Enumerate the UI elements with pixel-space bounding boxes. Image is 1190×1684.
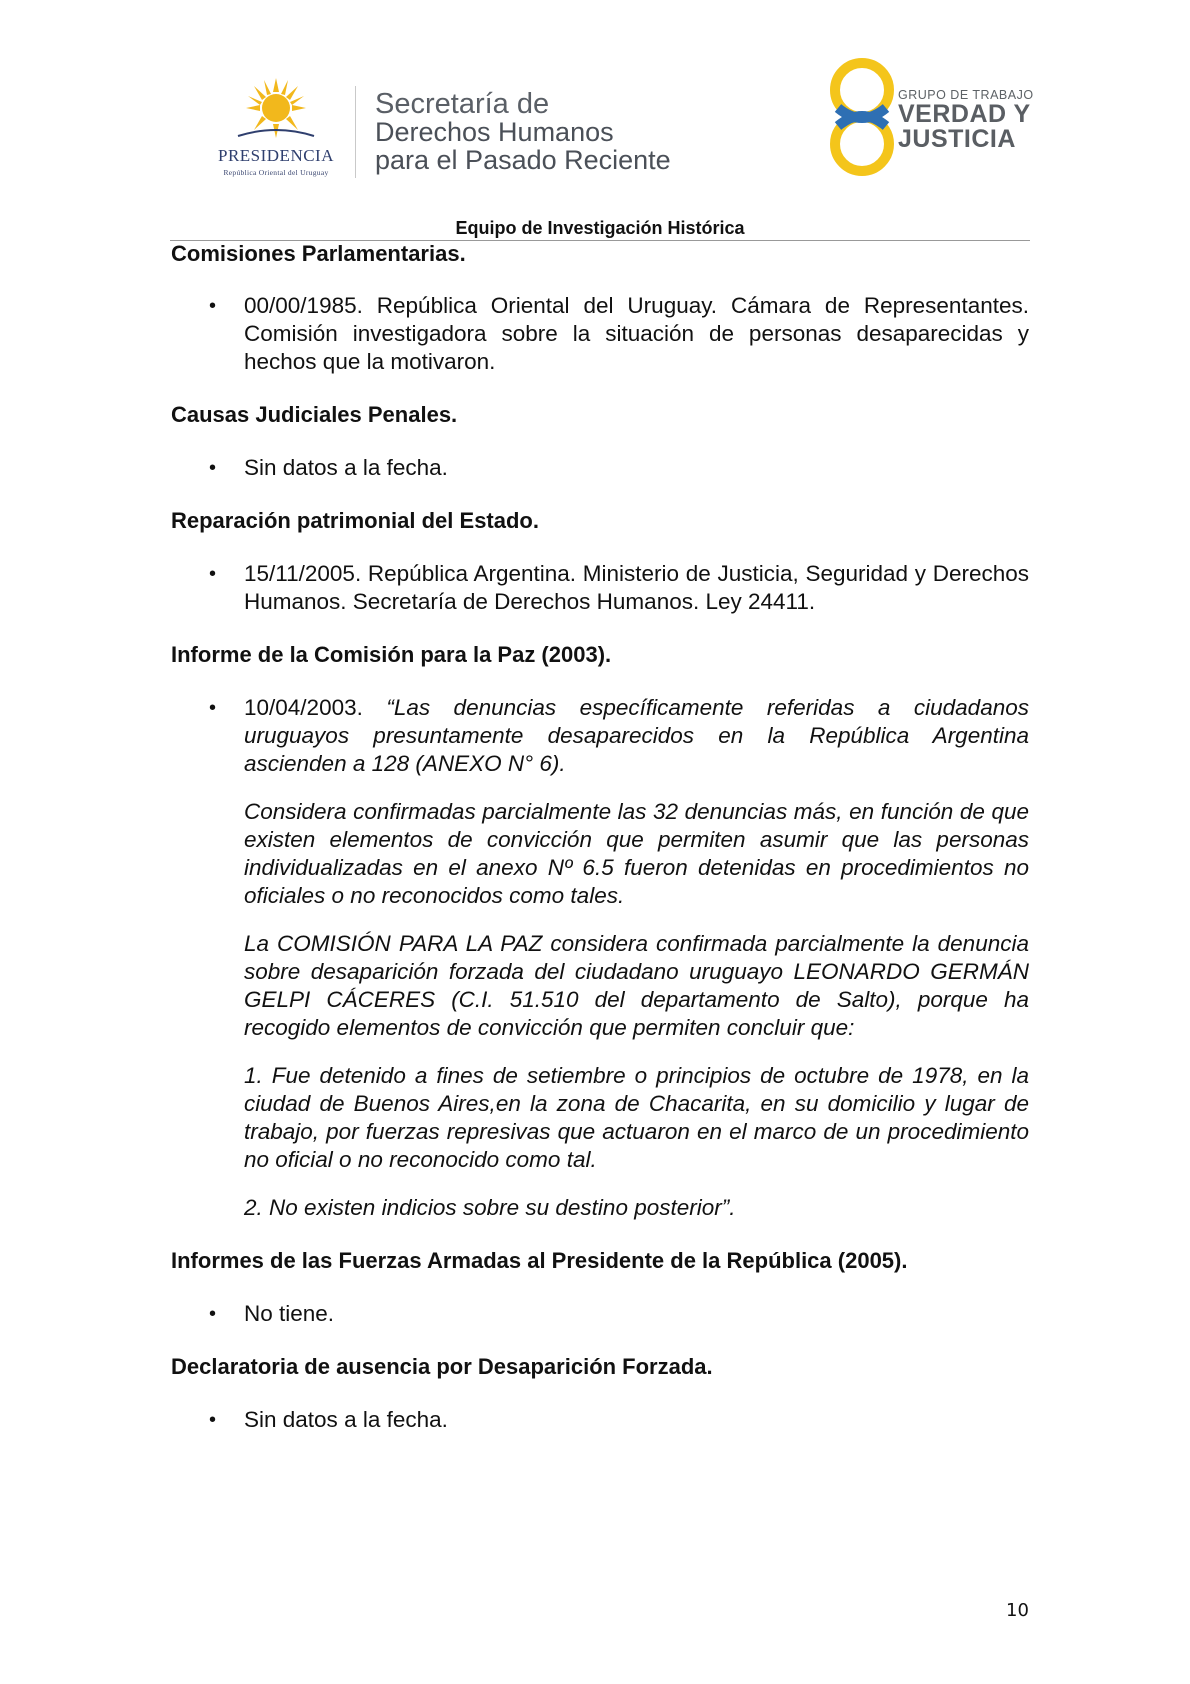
section-title-ffaa: Informes de las Fuerzas Armadas al Presidente de la República (2005). — [171, 1248, 908, 1273]
vj-line2: JUSTICIA — [898, 125, 1016, 153]
bullet-icon: • — [209, 1409, 217, 1431]
section-title-reparacion: Reparación patrimonial del Estado. — [171, 508, 539, 533]
item-text: 15/11/2005. República Argentina. Ministerio de Justicia, Seguridad y Derechos Humanos. Secretaría de Derechos Humanos. Ley 24411. — [244, 561, 1029, 614]
list-ffaa — [171, 1300, 1029, 1328]
item-text: Sin datos a la fecha. — [244, 455, 448, 480]
bullet-icon: • — [209, 697, 217, 719]
section-title-comisiones: Comisiones Parlamentarias. — [171, 241, 466, 266]
list-causas — [171, 454, 1029, 482]
list-item — [171, 560, 1029, 616]
secretaria-logo-text — [375, 90, 671, 174]
quote-paragraph-2: La COMISIÓN PARA LA PAZ considera confirmada parcialmente la denuncia sobre desaparición forzada del ciudadano uruguayo LEONARDO GERMÁN GELPI CÁCERES (C.I. 51.510 del departamento de Salto), porque ha recogido elementos de convicción que permiten concluir que: — [244, 931, 1029, 1040]
quote-paragraph-4: 2. No existen indicios sobre su destino posterior”. — [244, 1195, 736, 1220]
list-declaratoria — [171, 1406, 1029, 1434]
section-title-causas: Causas Judiciales Penales. — [171, 402, 458, 427]
list-item — [171, 1406, 1029, 1434]
header-divider — [355, 86, 356, 178]
team-title: Equipo de Investigación Histórica — [455, 218, 745, 238]
presidencia-label: PRESIDENCIA — [217, 146, 334, 165]
presidencia-logo — [196, 78, 356, 178]
vj-line1: VERDAD Y — [898, 100, 1031, 128]
bullet-icon: • — [209, 563, 217, 585]
list-item — [171, 694, 1029, 778]
page-number: 10 — [1006, 1600, 1029, 1621]
quote-paragraph-1: Considera confirmadas parcialmente las 32 denuncias más, en función de que existen elementos de convicción que permiten asumir que las personas individualizadas en el anexo Nº 6.5 fueron detenidas en procedimientos no oficiales o no reconocidos como tales. — [244, 799, 1029, 908]
list-comisiones — [171, 292, 1029, 376]
document-body — [171, 240, 1029, 1434]
list-informe-paz — [171, 694, 1029, 778]
list-item — [171, 1300, 1029, 1328]
list-item — [171, 292, 1029, 376]
item-date: 10/04/2003. — [244, 695, 387, 720]
secretaria-line2: Derechos Humanos — [375, 117, 614, 147]
list-reparacion — [171, 560, 1029, 616]
item-quote: “Las denuncias específicamente referidas a ciudadanos uruguayos presuntamente desaparecidos en la República Argentina ascienden a 128 (ANEXO N° 6). — [244, 695, 1029, 776]
item-text: Sin datos a la fecha. — [244, 1407, 448, 1432]
bullet-icon: • — [209, 457, 217, 479]
page-header — [0, 0, 1190, 238]
quote-paragraph-3: 1. Fue detenido a fines de setiembre o principios de octubre de 1978, en la ciudad de Buenos Aires,en la zona de Chacarita, en su domicilio y lugar de trabajo, por fuerzas represivas que actuaron en el marco de un procedimiento no oficial o no reconocido como tal. — [244, 1063, 1029, 1172]
bullet-icon: • — [209, 1303, 217, 1325]
section-title-declaratoria: Declaratoria de ausencia por Desaparición Forzada. — [171, 1354, 713, 1379]
vj-group-label: GRUPO DE TRABAJO — [898, 88, 1034, 102]
verdad-justicia-logo-icon — [822, 56, 902, 178]
bullet-icon: • — [209, 295, 217, 317]
secretaria-line1: Secretaría de — [375, 88, 550, 120]
item-text: 00/00/1985. República Oriental del Uruguay. Cámara de Representantes. Comisión investigadora sobre la situación de personas desaparecidas y hechos que la motivaron. — [244, 293, 1029, 374]
presidencia-sublabel: República Oriental del Uruguay — [223, 168, 329, 177]
section-title-informe-paz: Informe de la Comisión para la Paz (2003). — [171, 642, 612, 667]
sun-icon — [236, 78, 316, 138]
list-item — [171, 454, 1029, 482]
verdad-justicia-text — [898, 88, 1034, 152]
secretaria-line3: para el Pasado Reciente — [375, 145, 671, 175]
item-text: No tiene. — [244, 1301, 335, 1326]
